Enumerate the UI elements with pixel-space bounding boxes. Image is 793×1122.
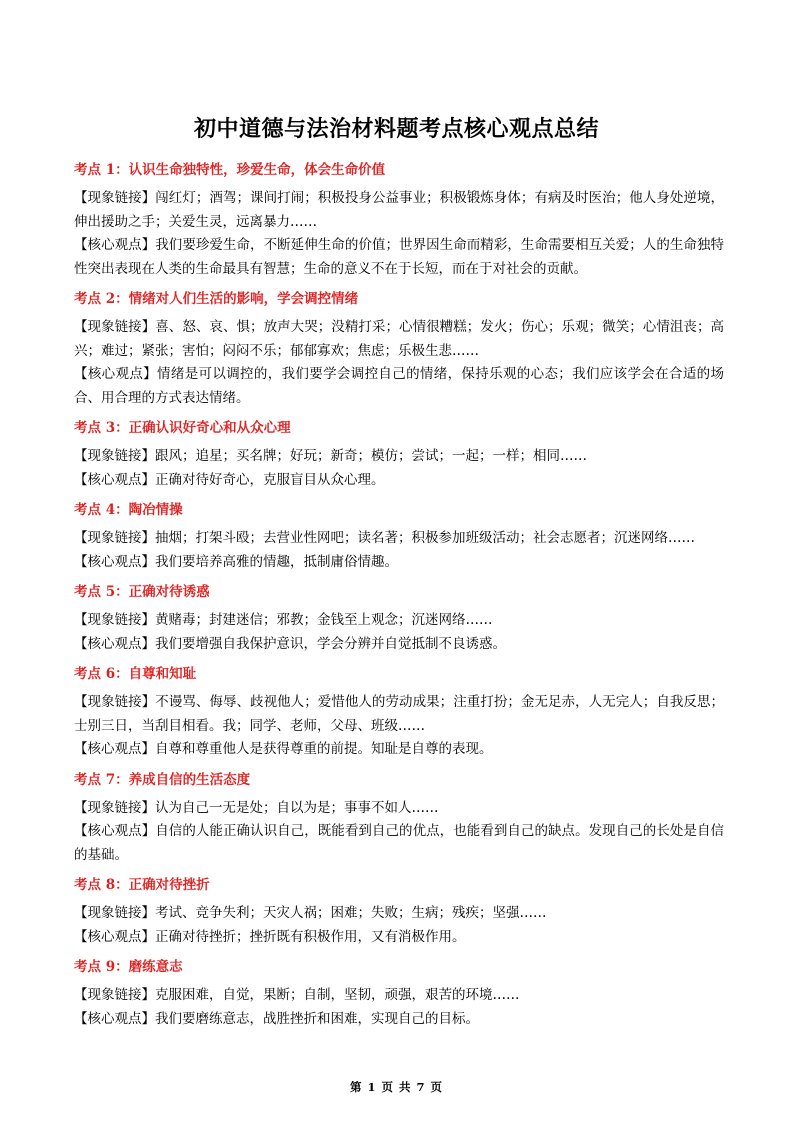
core-viewpoint-text: 【核心观点】正确对待挫折；挫折既有积极作用，又有消极作用。 <box>74 928 466 945</box>
phenomenon-link-text: 【现象链接】抽烟；打架斗殴；去营业性网吧；读名著；积极参加班级活动；社会志愿者；沉迷网络…… <box>74 530 695 546</box>
section-9 <box>74 955 724 1031</box>
section-4 <box>74 498 724 574</box>
section-2 <box>74 287 724 410</box>
phenomenon-link-text: 【现象链接】黄赌毒；封建迷信；邪教；金钱至上观念；沉迷网络…… <box>74 612 493 628</box>
phenomenon-link-text: 【现象链接】喜、怒、哀、惧；放声大哭；没精打采；心情很糟糕；发火；伤心；乐观；微笑；心情沮丧；高兴；难过；紧张；害怕；闷闷不乐；郁郁寡欢；焦虑；乐极生悲…… <box>74 319 724 359</box>
core-viewpoint-text: 【核心观点】情绪是可以调控的，我们要学会调控自己的情绪，保持乐观的心态；我们应该学会在合适的场合、用合理的方式表达情绪。 <box>74 366 724 406</box>
section-7 <box>74 768 724 868</box>
section-5 <box>74 580 724 656</box>
section-3 <box>74 416 724 492</box>
phenomenon-link-text: 【现象链接】不谩骂、侮辱、歧视他人；爱惜他人的劳动成果；注重打扮；金无足赤，人无完人；自我反思；士别三日，当刮目相看。我；同学、老师，父母、班级…… <box>74 694 724 734</box>
phenomenon-link-text: 【现象链接】考试、竞争失利；天灾人祸；困难；失败；生病；残疾；坚强…… <box>74 905 547 921</box>
core-viewpoint-text: 【核心观点】正确对待好奇心，克服盲目从众心理。 <box>74 471 385 488</box>
core-viewpoint-text: 【核心观点】我们要珍爱生命，不断延伸生命的价值；世界因生命而精彩，生命需要相互关爱；人的生命独特性突出表现在人类的生命最具有智慧；生命的意义不在于长短，而在于对社会的贡献。 <box>74 237 724 277</box>
section-heading: 考点 1：认识生命独特性，珍爱生命，体会生命价值 <box>74 162 386 178</box>
section-heading: 考点 2：情绪对人们生活的影响，学会调控情绪 <box>74 291 359 307</box>
section-1 <box>74 158 724 281</box>
section-heading: 考点 6：自尊和知耻 <box>74 666 197 682</box>
page-number-footer: 第 1 页 共 7 页 <box>349 1080 444 1094</box>
section-heading: 考点 8：正确对待挫折 <box>74 877 210 893</box>
core-viewpoint-text: 【核心观点】我们要磨练意志，战胜挫折和困难，实现自己的目标。 <box>74 1010 479 1027</box>
phenomenon-link-text: 【现象链接】闯红灯；酒驾；课间打闹；积极投身公益事业；积极锻炼身体；有病及时医治；他人身处逆境，伸出援助之手；关爱生灵，远离暴力…… <box>74 190 724 230</box>
section-6 <box>74 662 724 762</box>
section-heading: 考点 4：陶冶情操 <box>74 502 183 518</box>
section-heading: 考点 3：正确认识好奇心和从众心理 <box>74 420 291 436</box>
core-viewpoint-text: 【核心观点】我们要增强自我保护意识，学会分辨并自觉抵制不良诱惑。 <box>74 635 506 652</box>
phenomenon-link-text: 【现象链接】认为自己一无是处；自以为是；事事不如人…… <box>74 799 439 816</box>
phenomenon-link-text: 【现象链接】克服困难，自觉，果断；自制，坚韧，顽强，艰苦的环境…… <box>74 987 520 1003</box>
phenomenon-link-text: 【现象链接】跟风；追星；买名牌；好玩；新奇；模仿；尝试；一起；一样；相同…… <box>74 448 587 464</box>
document-body <box>74 158 724 1031</box>
section-heading: 考点 7：养成自信的生活态度 <box>74 771 251 788</box>
core-viewpoint-text: 【核心观点】我们要培养高雅的情趣，抵制庸俗情趣。 <box>74 553 398 570</box>
core-viewpoint-text: 【核心观点】自信的人能正确认识自己，既能看到自己的优点，也能看到自己的缺点。发现自己的长处是自信的基础。 <box>74 823 724 863</box>
section-heading: 考点 5：正确对待诱惑 <box>74 584 210 600</box>
core-viewpoint-text: 【核心观点】自尊和尊重他人是获得尊重的前提。知耻是自尊的表现。 <box>74 741 493 757</box>
section-8 <box>74 873 724 949</box>
page-title: 初中道德与法治材料题考点核心观点总结 <box>193 116 599 142</box>
section-heading: 考点 9：磨练意志 <box>74 959 183 975</box>
